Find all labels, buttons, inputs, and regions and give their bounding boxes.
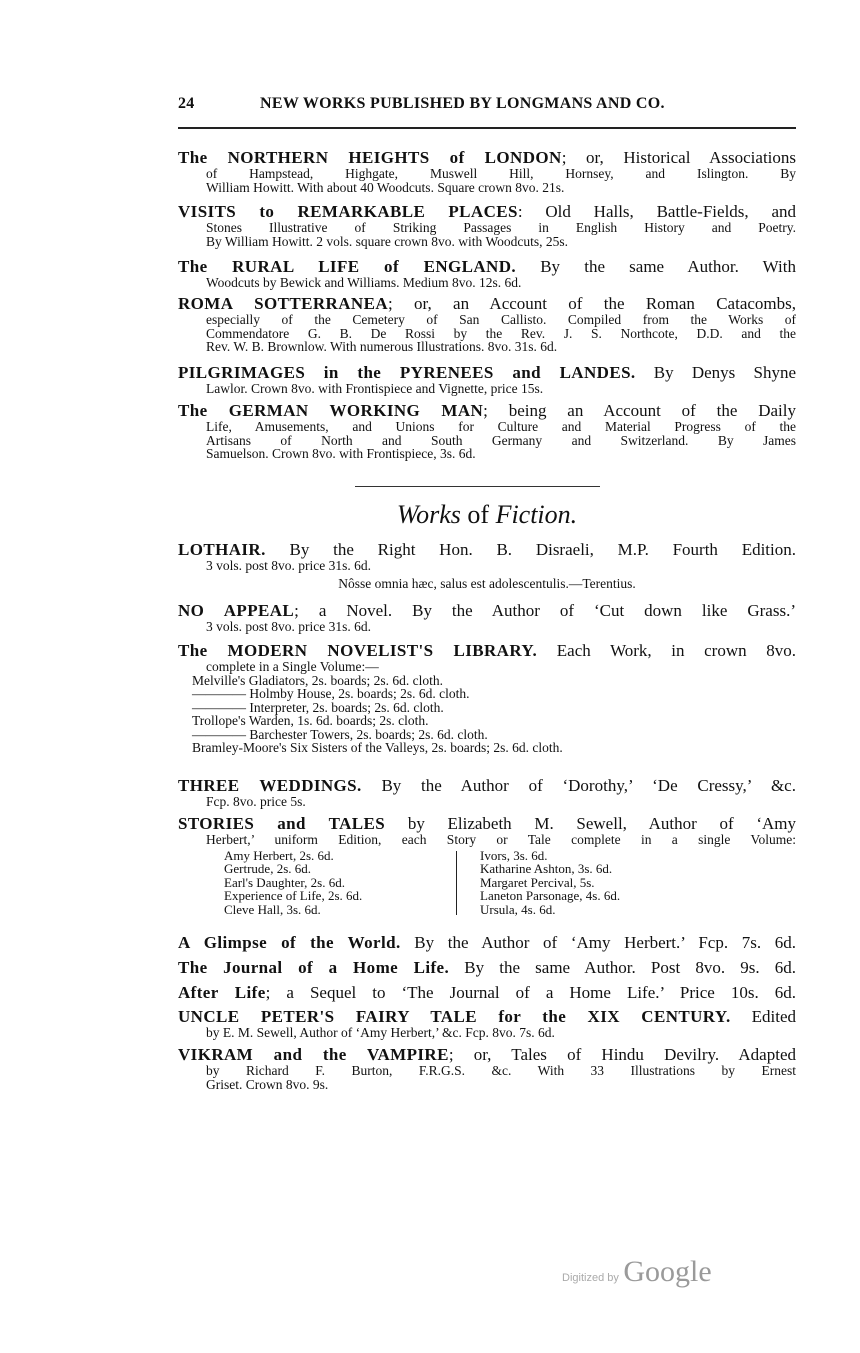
library-item: Melville's Gladiators, 2s. boards; 2s. 6d. cloth. bbox=[192, 672, 444, 688]
entry-line: Woodcuts by Bewick and Williams. Medium 8vo. 12s. 6d. bbox=[206, 275, 522, 290]
section-heading bbox=[178, 500, 796, 530]
entry-desc: By Denys Shyne bbox=[635, 363, 796, 382]
entry-title: NO APPEAL bbox=[178, 601, 295, 620]
entry-line: by Richard F. Burton, F.R.G.S. &c. With 33 Illustrations by Ernest bbox=[206, 1063, 796, 1078]
entry-line: Stones Illustrative of Striking Passages in English History and Poetry. bbox=[206, 220, 796, 235]
story-item: Experience of Life, 2s. 6d. bbox=[224, 888, 363, 903]
entry-quote: Nôsse omnia hæc, salus est adolescentulis.—Terentius. bbox=[338, 575, 636, 591]
entry-uncle-peter bbox=[178, 1007, 796, 1040]
entry-desc: : Old Halls, Battle-Fields, and bbox=[517, 202, 796, 221]
entry-stories-and-tales bbox=[178, 814, 796, 917]
entry-title: The MODERN NOVELIST'S LIBRARY. bbox=[178, 641, 538, 660]
entry-desc: by Elizabeth M. Sewell, Author of ‘Amy bbox=[385, 814, 796, 833]
entry-desc: ; a Novel. By the Author of ‘Cut down like Grass.’ bbox=[294, 601, 796, 620]
entry-title: VIKRAM and the VAMPIRE bbox=[178, 1045, 449, 1064]
story-item: Laneton Parsonage, 4s. 6d. bbox=[480, 888, 621, 903]
entry-vikram bbox=[178, 1045, 796, 1091]
digitized-by-label: Digitized by bbox=[562, 1272, 619, 1284]
entry-title: The Journal of a Home Life. bbox=[178, 958, 450, 977]
entry-line: Artisans of North and South Germany and Switzerland. By James bbox=[206, 432, 796, 448]
entry-title: STORIES and TALES bbox=[178, 814, 386, 833]
story-item: Earl's Daughter, 2s. 6d. bbox=[224, 874, 345, 890]
page-number: 24 bbox=[178, 95, 195, 112]
entry-title: VISITS to REMARKABLE PLACES bbox=[178, 202, 518, 221]
entry-title: The NORTHERN HEIGHTS of LONDON bbox=[178, 148, 562, 167]
entry-desc: By the same Author. With bbox=[516, 257, 796, 276]
entry-no-appeal bbox=[178, 601, 796, 634]
entry-rural-life bbox=[178, 257, 796, 290]
entry-line: William Howitt. With about 40 Woodcuts. Square crown 8vo. 21s. bbox=[206, 179, 565, 195]
entry-desc: Each Work, in crown 8vo. bbox=[537, 641, 796, 660]
section-word: Fiction. bbox=[495, 500, 578, 529]
entry-visits bbox=[178, 202, 796, 248]
story-item: Katharine Ashton, 3s. 6d. bbox=[480, 861, 613, 876]
entry-title: UNCLE PETER'S FAIRY TALE for the XIX CENTURY. bbox=[178, 1007, 731, 1026]
google-watermark bbox=[562, 1255, 712, 1289]
entry-title: A Glimpse of the World. bbox=[178, 933, 401, 952]
library-item: ———— Interpreter, 2s. boards; 2s. 6d. cloth. bbox=[192, 699, 444, 715]
entry-title: THREE WEDDINGS. bbox=[178, 776, 362, 795]
header-rule bbox=[178, 127, 796, 129]
entry-glimpse bbox=[178, 933, 796, 952]
entry-title: ROMA SOTTERRANEA bbox=[178, 294, 388, 313]
entry-desc: By the Right Hon. B. Disraeli, M.P. Fourth Edition. bbox=[265, 540, 796, 559]
entry-modern-novelists-library bbox=[178, 641, 796, 755]
column-separator bbox=[456, 851, 457, 915]
library-item: ———— Holmby House, 2s. boards; 2s. 6d. cloth. bbox=[192, 686, 470, 701]
entry-title: The GERMAN WORKING MAN bbox=[178, 401, 484, 420]
entry-line: Life, Amusements, and Unions for Culture and Material Progress of the bbox=[206, 419, 796, 434]
entry-journal bbox=[178, 958, 796, 977]
stories-list bbox=[178, 847, 796, 917]
entry-line: Fcp. 8vo. price 5s. bbox=[206, 794, 306, 809]
story-item: Amy Herbert, 2s. 6d. bbox=[224, 847, 334, 863]
entry-line: of Hampstead, Highgate, Muswell Hill, Hornsey, and Islington. By bbox=[206, 166, 796, 181]
section-word: Works bbox=[396, 500, 461, 529]
entry-desc: ; being an Account of the Daily bbox=[483, 401, 796, 420]
entry-line: Griset. Crown 8vo. 9s. bbox=[206, 1076, 329, 1092]
story-item: Gertrude, 2s. 6d. bbox=[224, 861, 312, 876]
entry-german-working-man bbox=[178, 401, 796, 461]
stories-right-column bbox=[480, 849, 620, 917]
library-item: Trollope's Warden, 1s. 6d. boards; 2s. cloth. bbox=[192, 713, 429, 728]
story-item: Cleve Hall, 3s. 6d. bbox=[224, 901, 321, 917]
entry-desc: ; or, Tales of Hindu Devilry. Adapted bbox=[448, 1045, 796, 1064]
header-title: NEW WORKS PUBLISHED BY LONGMANS AND CO. bbox=[260, 95, 665, 112]
entry-line: Herbert,’ uniform Edition, each Story or Tale complete in a single Volume: bbox=[206, 832, 796, 847]
entry-three-weddings bbox=[178, 776, 796, 809]
section-divider bbox=[355, 486, 600, 487]
story-item: Ursula, 4s. 6d. bbox=[480, 901, 556, 917]
entry-pilgrimages bbox=[178, 363, 796, 396]
entry-desc: Edited bbox=[730, 1007, 796, 1026]
entry-line: Commendatore G. B. De Rossi by the Rev. J. S. Northcote, D.D. and the bbox=[206, 325, 796, 341]
entry-desc: ; a Sequel to ‘The Journal of a Home Life.’ Price 10s. 6d. bbox=[265, 983, 796, 1002]
library-item: Bramley-Moore's Six Sisters of the Valleys, 2s. boards; 2s. 6d. cloth. bbox=[192, 740, 563, 755]
entry-desc: By the Author of ‘Dorothy,’ ‘De Cressy,’ &c. bbox=[361, 776, 796, 795]
entry-line: By William Howitt. 2 vols. square crown 8vo. with Woodcuts, 25s. bbox=[206, 233, 568, 249]
entry-line: complete in a Single Volume:— bbox=[206, 659, 379, 674]
entry-desc: ; or, an Account of the Roman Catacombs, bbox=[388, 294, 796, 313]
library-item: ———— Barchester Towers, 2s. boards; 2s. 6d. cloth. bbox=[192, 726, 488, 742]
entry-lothair bbox=[178, 540, 796, 590]
entry-desc: By the same Author. Post 8vo. 9s. 6d. bbox=[449, 958, 796, 977]
entry-line: by E. M. Sewell, Author of ‘Amy Herbert,’ &c. Fcp. 8vo. 7s. 6d. bbox=[206, 1025, 555, 1040]
entry-line: Samuelson. Crown 8vo. with Frontispiece, 3s. 6d. bbox=[206, 446, 476, 461]
google-logo: Google bbox=[623, 1255, 712, 1288]
entry-line: 3 vols. post 8vo. price 31s. 6d. bbox=[206, 619, 371, 634]
entry-line: Lawlor. Crown 8vo. with Frontispiece and Vignette, price 15s. bbox=[206, 381, 544, 396]
entry-roma-sotterranea bbox=[178, 294, 796, 354]
stories-left-column bbox=[224, 849, 362, 917]
section-word: of bbox=[467, 500, 490, 529]
entry-desc: ; or, Historical Associations bbox=[561, 148, 797, 167]
running-header bbox=[178, 95, 796, 117]
story-item: Margaret Percival, 5s. bbox=[480, 874, 595, 890]
entry-title: After Life bbox=[178, 983, 266, 1002]
entry-line: Rev. W. B. Brownlow. With numerous Illustrations. 8vo. 31s. 6d. bbox=[206, 339, 558, 354]
entry-line: 3 vols. post 8vo. price 31s. 6d. bbox=[206, 558, 371, 573]
entry-title: LOTHAIR. bbox=[178, 540, 266, 559]
entry-title: The RURAL LIFE of ENGLAND. bbox=[178, 257, 517, 276]
entry-northern-heights bbox=[178, 148, 796, 194]
entry-title: PILGRIMAGES in the PYRENEES and LANDES. bbox=[178, 363, 636, 382]
story-item: Ivors, 3s. 6d. bbox=[480, 847, 548, 863]
entry-line: especially of the Cemetery of San Callisto. Compiled from the Works of bbox=[206, 312, 796, 327]
entry-desc: By the Author of ‘Amy Herbert.’ Fcp. 7s. 6d. bbox=[400, 933, 796, 952]
entry-after-life bbox=[178, 983, 796, 1002]
